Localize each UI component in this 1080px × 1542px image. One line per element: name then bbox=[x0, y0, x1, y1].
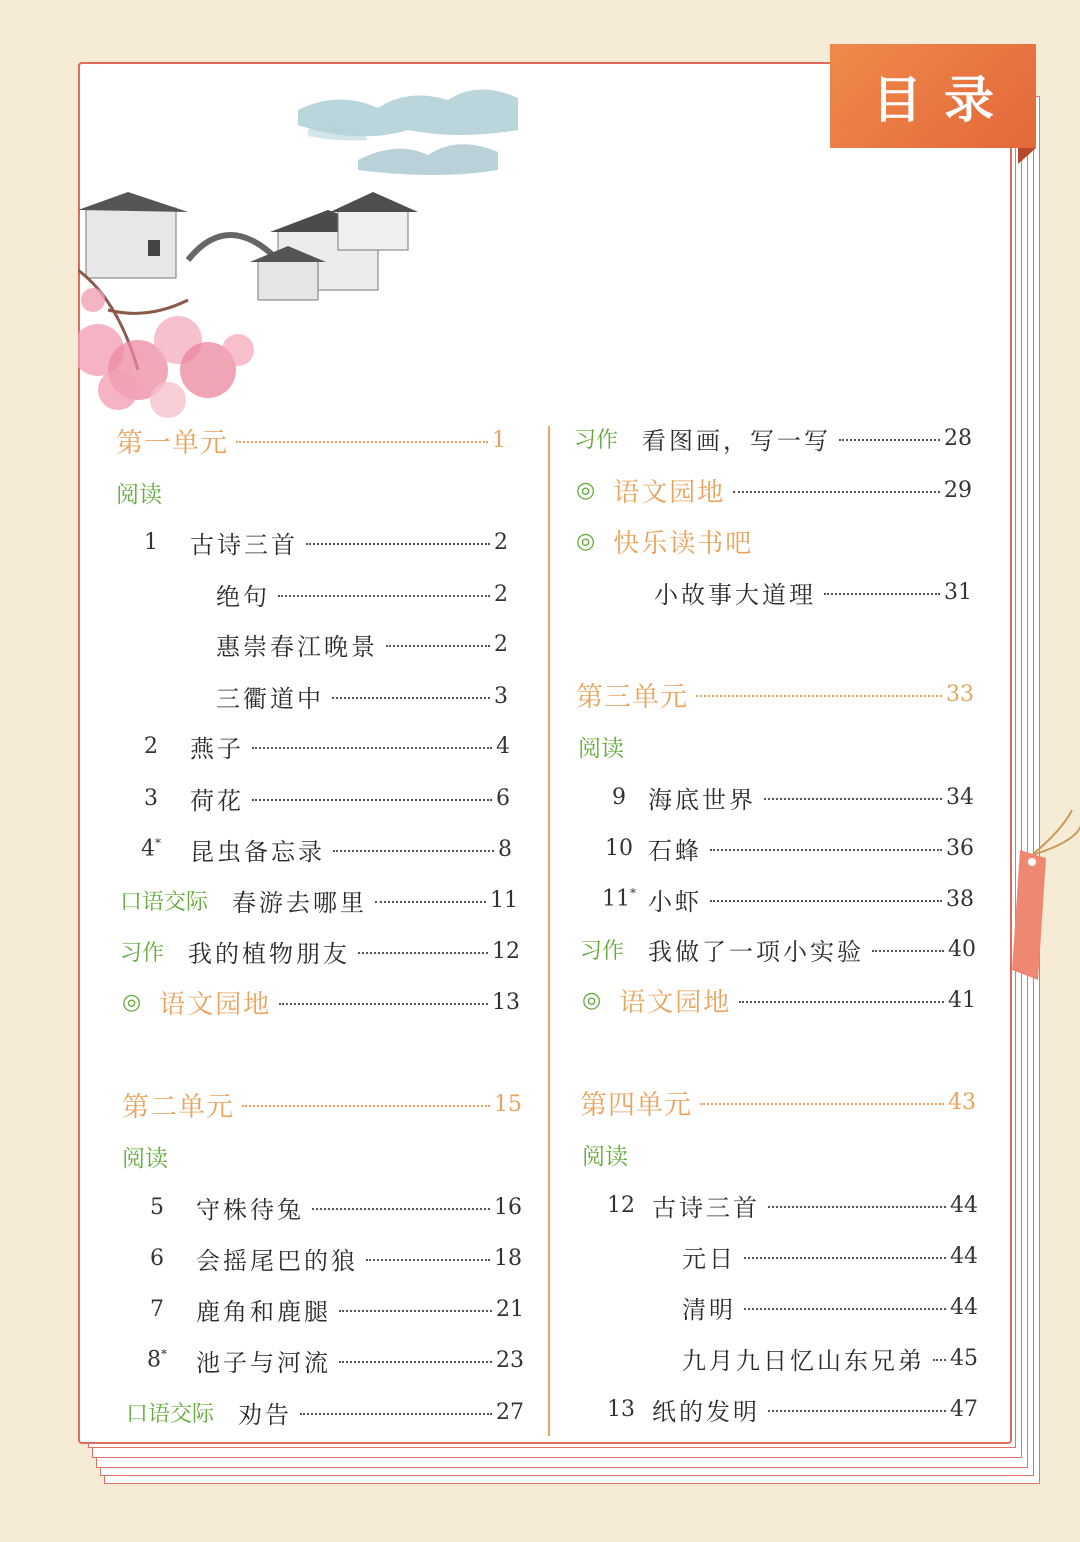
section-reading: 阅读 bbox=[122, 1145, 168, 1172]
toc-lesson-10[interactable]: 10 石蜂 36 bbox=[605, 835, 974, 865]
toc-poem[interactable]: 绝句 2 bbox=[216, 581, 508, 611]
toc-lesson-13[interactable]: 13 纸的发明 47 bbox=[607, 1396, 978, 1426]
toc-writing-3[interactable]: 习作 我做了一项小实验 40 bbox=[580, 936, 976, 966]
section-reading: 阅读 bbox=[578, 735, 624, 762]
toc-lesson-4[interactable]: 4* 昆虫备忘录 8 bbox=[141, 836, 512, 866]
toc-writing-2[interactable]: 习作 看图画，写一写 28 bbox=[574, 425, 972, 455]
toc-writing-1[interactable]: 习作 我的植物朋友 12 bbox=[120, 938, 520, 968]
section-reading: 阅读 bbox=[582, 1143, 628, 1170]
toc-poem[interactable]: 三衢道中 3 bbox=[216, 683, 508, 713]
toc-happy-reading[interactable]: ◎ 快乐读书吧 bbox=[576, 528, 754, 559]
toc-poem[interactable]: 清明 44 bbox=[682, 1294, 978, 1324]
toc-lesson-5[interactable]: 5 守株待兔 16 bbox=[150, 1194, 522, 1224]
toc-garden-1[interactable]: ◎ 语文园地 13 bbox=[122, 989, 520, 1020]
toc-unit-3[interactable]: 第三单元 33 bbox=[576, 681, 974, 713]
toc-lesson-3[interactable]: 3 荷花 6 bbox=[144, 785, 510, 815]
toc-poem[interactable]: 元日 44 bbox=[682, 1243, 978, 1273]
toc-poem[interactable]: 惠崇春江晚景 2 bbox=[216, 631, 508, 661]
toc-poem[interactable]: 九月九日忆山东兄弟 45 bbox=[682, 1345, 978, 1375]
toc-lesson-1[interactable]: 1 古诗三首 2 bbox=[144, 529, 508, 559]
toc-oral-1[interactable]: 口语交际 春游去哪里 11 bbox=[120, 887, 518, 917]
bookmark-tag bbox=[1012, 810, 1080, 990]
toc-story[interactable]: 小故事大道理 31 bbox=[654, 579, 972, 609]
toc-lesson-8[interactable]: 8* 池子与河流 23 bbox=[147, 1347, 524, 1377]
toc-lesson-6[interactable]: 6 会摇尾巴的狼 18 bbox=[150, 1245, 522, 1275]
toc-title: 目录 bbox=[830, 44, 1036, 148]
landscape-illustration bbox=[78, 70, 518, 420]
section-reading: 阅读 bbox=[116, 481, 162, 508]
toc-lesson-12[interactable]: 12 古诗三首 44 bbox=[607, 1192, 978, 1222]
toc-lesson-7[interactable]: 7 鹿角和鹿腿 21 bbox=[150, 1296, 524, 1326]
toc-garden-2[interactable]: ◎ 语文园地 29 bbox=[576, 477, 972, 508]
title-fold bbox=[1018, 148, 1036, 164]
column-divider bbox=[548, 426, 550, 1436]
toc-lesson-11[interactable]: 11* 小虾 38 bbox=[602, 886, 974, 916]
toc-unit-4[interactable]: 第四单元 43 bbox=[580, 1089, 976, 1121]
toc-unit-1[interactable]: 第一单元 1 bbox=[116, 427, 506, 459]
toc-garden-3[interactable]: ◎ 语文园地 41 bbox=[582, 987, 976, 1018]
toc-oral-2[interactable]: 口语交际 劝告 27 bbox=[126, 1399, 524, 1429]
toc-lesson-2[interactable]: 2 燕子 4 bbox=[144, 733, 510, 763]
toc-lesson-9[interactable]: 9 海底世界 34 bbox=[612, 784, 974, 814]
toc-unit-2[interactable]: 第二单元 15 bbox=[122, 1091, 522, 1123]
